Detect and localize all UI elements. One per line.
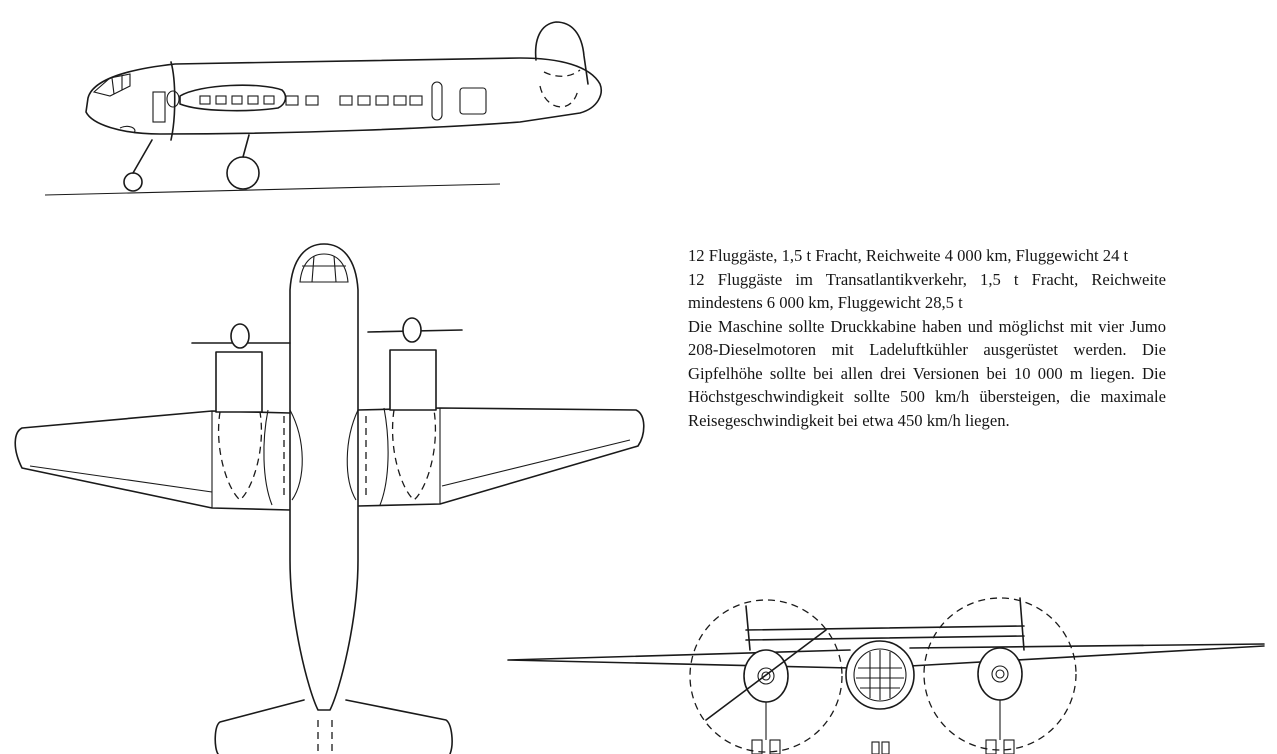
side-engine-nacelle — [180, 85, 285, 110]
side-main-strut — [243, 135, 249, 157]
top-left-engine — [216, 352, 262, 412]
aircraft-side-view — [45, 22, 601, 195]
side-windows — [200, 82, 486, 120]
side-nose-strut — [133, 140, 152, 173]
ground-line — [45, 184, 500, 195]
side-tail-dash — [540, 86, 578, 107]
side-door — [153, 92, 165, 122]
side-nose-wheel — [124, 173, 142, 191]
aircraft-top-view — [15, 244, 644, 754]
top-right-wing — [358, 408, 644, 506]
spec-text — [688, 244, 1166, 433]
aircraft-front-view — [508, 598, 1264, 754]
front-tailplane — [746, 626, 1024, 640]
side-cockpit-window — [94, 74, 130, 96]
top-left-wing — [15, 411, 290, 510]
side-propeller-hub — [167, 91, 179, 107]
side-tail-fin — [536, 22, 588, 84]
front-right-engine — [978, 648, 1022, 700]
side-propeller — [171, 62, 175, 140]
top-tailplane — [215, 700, 452, 754]
spec-paragraph-3: Die Maschine sollte Druckkabine haben und möglichst mit vier Jumo 208-Dieselmotoren mit Ladeluftkühler ausgerüstet werden. Die Gipfelhöhe sollte bei allen drei Versionen bei 10 000 m liegen. Die Höchstgeschwindigkeit sollte 500 km/h übersteigen, die maximale Reisegeschwindigkeit bei etwa 450 km/h liegen. — [688, 316, 1166, 430]
top-right-engine — [390, 350, 436, 410]
spec-paragraph-2: 12 Fluggäste im Transatlantikverkehr, 1,5 t Fracht, Reichweite mindestens 6 000 km, Fluggewicht 28,5 t — [688, 269, 1166, 313]
side-main-wheel — [227, 157, 259, 189]
spec-paragraph-1: 12 Fluggäste, 1,5 t Fracht, Reichweite 4 000 km, Fluggewicht 24 t — [688, 246, 1129, 265]
